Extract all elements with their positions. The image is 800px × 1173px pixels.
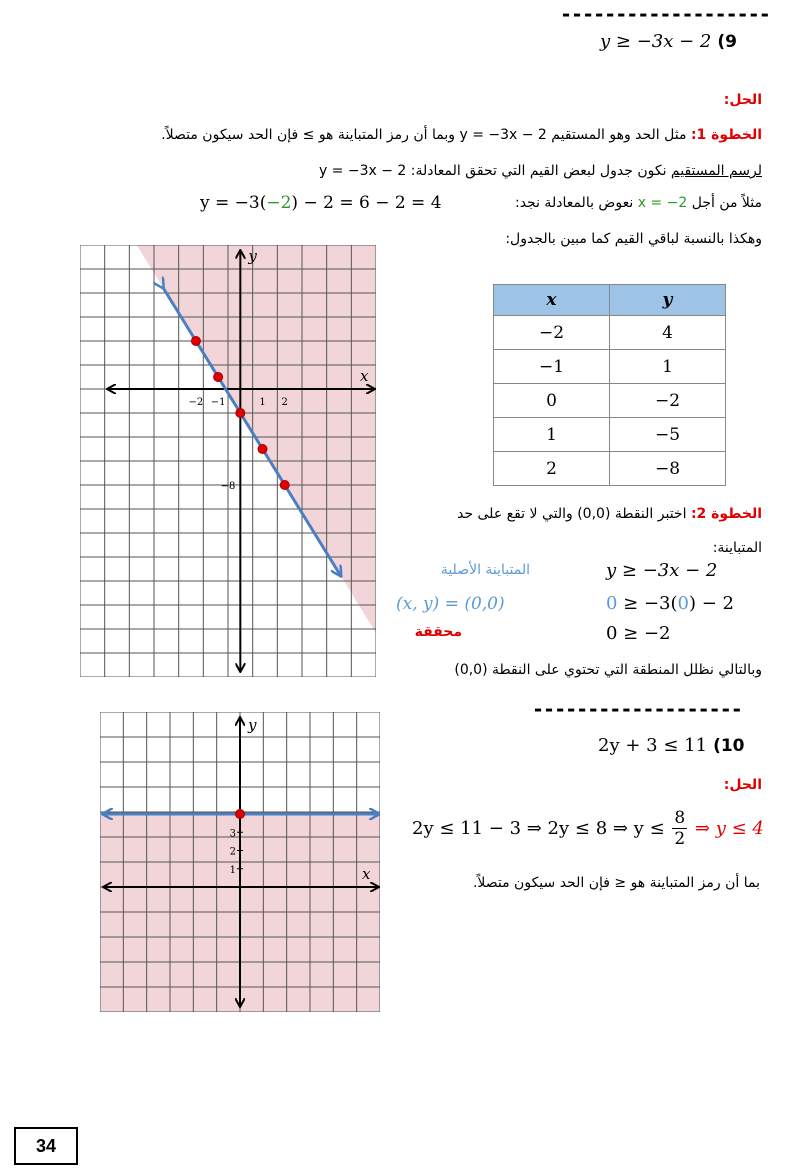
table-row <box>494 384 726 418</box>
rest-values-text: وهكذا بالنسبة لباقي القيم كما مبين بالجدول: <box>505 231 762 247</box>
page-number: 34 <box>14 1127 78 1165</box>
solution-label-10: الحل: <box>723 777 762 793</box>
example-calc <box>200 193 442 213</box>
table-cell: 1 <box>610 350 726 384</box>
step2-label: الخطوة 2: <box>690 506 762 522</box>
problem-10-number: (10 <box>713 736 745 756</box>
derivation-10 <box>412 808 764 856</box>
plotted-point <box>236 409 245 418</box>
example-x-value: x = −2 <box>637 195 688 211</box>
step1-text: مثل الحد وهو المستقيم y = −3x − 2 وبما أن رمز المتباينة هو ≥ فإن الحد سيكون متصلاً. <box>161 127 687 143</box>
y-tick-label: 3 <box>229 828 236 840</box>
plotted-points-10 <box>236 810 245 819</box>
check-math-2-text <box>606 593 734 614</box>
separator-dashes-mid: ------------------- <box>532 697 742 721</box>
step2-paragraph <box>422 497 762 565</box>
y-tick-label: 1 <box>229 864 236 876</box>
check-math-2-d: ) − 2 <box>689 593 734 614</box>
check-zero-b: 0 <box>677 593 689 614</box>
table-cell: −2 <box>494 316 610 350</box>
note-10: بما أن رمز المتباينة هو ≤ فإن الحد سيكون متصلاً. <box>472 875 760 891</box>
graph-9 <box>80 245 376 677</box>
table-cell: −2 <box>610 384 726 418</box>
graph-10 <box>100 712 380 1012</box>
values-table <box>493 284 726 486</box>
table-header-row <box>494 285 726 316</box>
x-axis-label-10: x <box>362 865 371 883</box>
table-cell: 4 <box>610 316 726 350</box>
check-note-2: (x, y) = (0,0) <box>396 594 505 614</box>
separator-dashes-top: ------------------- <box>560 2 770 26</box>
example-line <box>200 193 762 213</box>
x-tick-label: 1 <box>259 397 266 408</box>
y-axis-label-9: y <box>248 247 257 265</box>
table-header-x: x <box>494 285 610 316</box>
x-tick-label: 2 <box>281 397 288 408</box>
step2-text: اختبر النقطة (0,0) والتي لا تقع على حد المتباينة: <box>457 506 762 556</box>
step1-label: الخطوة 1: <box>690 127 762 143</box>
example-calc-value: −2 <box>266 193 292 213</box>
example-calc-start: y = −3( <box>200 193 267 213</box>
table-cell: 1 <box>494 418 610 452</box>
table-row <box>494 350 726 384</box>
problem-10-inequality: 2y + 3 ≤ 11 <box>598 735 708 756</box>
plotted-point <box>191 337 200 346</box>
example-text-start: مثلاً من أجل <box>687 195 762 211</box>
draw-line-underlined: لرسم المستقيم <box>670 163 762 179</box>
problem-9-heading <box>600 30 737 52</box>
check-math-2-b: ≥ −3( <box>617 593 678 614</box>
derivation-10-b: ⇒ <box>689 818 716 839</box>
table-row <box>494 316 726 350</box>
draw-line-text: نكون جدول لبعض القيم التي تحقق المعادلة: y = −3x − 2 <box>318 163 671 179</box>
problem-10-heading <box>598 734 745 756</box>
result-10: y ≤ 4 <box>715 818 764 839</box>
table-header-y: y <box>610 285 726 316</box>
check-zero-a: 0 <box>606 593 618 614</box>
solution-label-9: الحل: <box>723 92 762 108</box>
derivation-10-a: 2y ≤ 11 − 3 ⇒ 2y ≤ 8 ⇒ y ≤ <box>412 818 671 839</box>
example-text-end: نعوض بالمعادلة نجد: <box>514 195 638 211</box>
draw-line-paragraph <box>319 163 762 179</box>
fraction-8-over-2 <box>672 808 687 849</box>
table-cell: −8 <box>610 452 726 486</box>
plotted-point <box>236 810 245 819</box>
table-row <box>494 418 726 452</box>
table-cell: 0 <box>494 384 610 418</box>
y-tick-label-9: −8 <box>220 481 236 492</box>
table-cell: −5 <box>610 418 726 452</box>
fraction-numerator: 8 <box>674 808 686 828</box>
conclusion-text: وبالتالي نظلل المنطقة التي تحتوي على النقطة (0,0) <box>454 662 762 678</box>
y-tick-label: 2 <box>229 846 236 858</box>
plotted-point <box>214 373 223 382</box>
plotted-point <box>280 481 289 490</box>
problem-9-inequality: y ≥ −3x − 2 <box>600 31 712 52</box>
problem-9-number: (9 <box>717 32 738 52</box>
check-math-3-text: 0 ≥ −2 <box>606 623 671 644</box>
x-axis-label-9: x <box>360 367 369 385</box>
fraction-denominator: 2 <box>674 829 686 849</box>
table-cell: −1 <box>494 350 610 384</box>
example-text <box>515 195 762 211</box>
plotted-point <box>258 445 267 454</box>
x-tick-label: −2 <box>188 397 204 408</box>
check-math-3 <box>606 623 671 644</box>
example-calc-end: ) − 2 = 6 − 2 = 4 <box>291 193 442 213</box>
table-cell: 2 <box>494 452 610 486</box>
check-math-1-text: y ≥ −3x − 2 <box>606 560 718 581</box>
x-tick-label: −1 <box>210 397 226 408</box>
check-note-1: المتباينة الأصلية <box>440 562 530 578</box>
step1-paragraph <box>22 127 762 143</box>
y-axis-label-10: y <box>248 716 257 734</box>
table-row <box>494 452 726 486</box>
check-note-3: محققة <box>414 624 462 640</box>
check-math-1 <box>606 560 717 581</box>
check-math-2 <box>606 593 734 614</box>
